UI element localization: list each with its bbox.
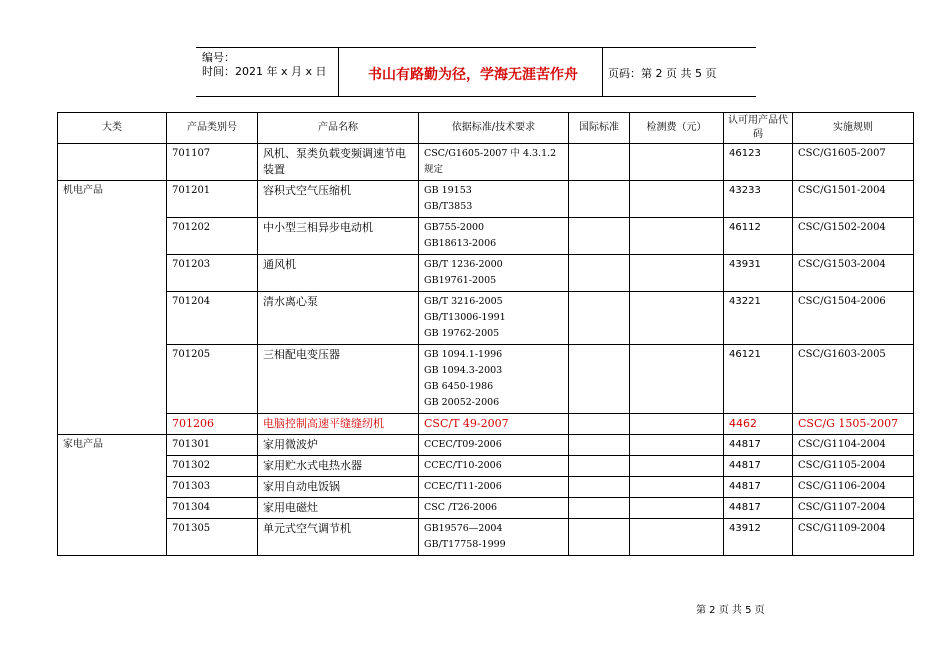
cell-fee	[630, 292, 724, 345]
cell-fee	[630, 519, 724, 556]
product-table	[57, 112, 914, 556]
cell-name: 单元式空气调节机	[258, 519, 419, 556]
cell-pcode: 44817	[724, 435, 793, 456]
cell-fee	[630, 218, 724, 255]
cell-code: 701206	[167, 414, 258, 435]
cell-fee	[630, 345, 724, 414]
cell-rule: CSC/G1105-2004	[793, 456, 914, 477]
cell-pcode: 44817	[724, 498, 793, 519]
header-meta	[202, 51, 327, 79]
table-row	[58, 292, 914, 345]
cell-std: CCEC/T11-2006	[419, 477, 569, 498]
col-header-code: 产品类别号	[167, 113, 258, 144]
table-row	[58, 144, 914, 181]
col-header-intl: 国际标准	[569, 113, 630, 144]
cell-std: GB/T 3216-2005 GB/T13006-1991 GB 19762-2005	[419, 292, 569, 345]
cell-std: CSC/G1605-2007 中 4.3.1.2 规定	[419, 144, 569, 181]
table-row	[58, 218, 914, 255]
header-bottom-rule	[196, 96, 756, 97]
motto: 书山有路勤为径，学海无涯苦作舟	[368, 67, 578, 83]
table-row	[58, 477, 914, 498]
cell-fee	[630, 435, 724, 456]
page-header	[196, 47, 756, 97]
table-row	[58, 498, 914, 519]
table-row	[58, 181, 914, 218]
table-row	[58, 345, 914, 414]
cell-rule: CSC/G1502-2004	[793, 218, 914, 255]
table-row	[58, 435, 914, 456]
cell-category: 机电产品	[58, 181, 167, 435]
cell-name: 三相配电变压器	[258, 345, 419, 414]
col-header-rule: 实施规则	[793, 113, 914, 144]
cell-std: CSC /T26-2006	[419, 498, 569, 519]
cell-fee	[630, 477, 724, 498]
cell-pcode: 43221	[724, 292, 793, 345]
cell-name: 家用贮水式电热水器	[258, 456, 419, 477]
cell-rule: CSC/G1503-2004	[793, 255, 914, 292]
cell-intl	[569, 218, 630, 255]
cell-pcode: 43912	[724, 519, 793, 556]
cell-std: GB19576—2004 GB/T17758-1999	[419, 519, 569, 556]
header-divider	[338, 47, 339, 97]
table-header-row	[58, 113, 914, 144]
cell-pcode: 46121	[724, 345, 793, 414]
cell-fee	[630, 414, 724, 435]
cell-name: 家用微波炉	[258, 435, 419, 456]
cell-intl	[569, 477, 630, 498]
col-header-name: 产品名称	[258, 113, 419, 144]
cell-code: 701203	[167, 255, 258, 292]
cell-intl	[569, 345, 630, 414]
cell-code: 701202	[167, 218, 258, 255]
cell-rule: CSC/G1605-2007	[793, 144, 914, 181]
cell-intl	[569, 414, 630, 435]
cell-pcode: 44817	[724, 477, 793, 498]
cell-fee	[630, 181, 724, 218]
cell-fee	[630, 456, 724, 477]
cell-category: 家电产品	[58, 435, 167, 556]
col-header-standards: 依据标准/技术要求	[419, 113, 569, 144]
cell-code: 701107	[167, 144, 258, 181]
cell-code: 701201	[167, 181, 258, 218]
header-page-number: 页码：第 2 页 共 5 页	[608, 67, 717, 80]
cell-rule: CSC/G1106-2004	[793, 477, 914, 498]
cell-intl	[569, 498, 630, 519]
table-row	[58, 456, 914, 477]
cell-code: 701204	[167, 292, 258, 345]
cell-code: 701302	[167, 456, 258, 477]
cell-name: 通风机	[258, 255, 419, 292]
cell-rule: CSC/G1104-2004	[793, 435, 914, 456]
cell-name: 清水离心泵	[258, 292, 419, 345]
cell-code: 701205	[167, 345, 258, 414]
time-label: 时间：2021 年 x 月 x 日	[202, 65, 327, 78]
cell-std: CCEC/T09-2006	[419, 435, 569, 456]
cell-pcode: 44817	[724, 456, 793, 477]
cell-pcode: 43233	[724, 181, 793, 218]
cell-rule: CSC/G1501-2004	[793, 181, 914, 218]
cell-std: GB 19153 GB/T3853	[419, 181, 569, 218]
cell-std: CSC/T 49-2007	[419, 414, 569, 435]
col-header-category: 大类	[58, 113, 167, 144]
cell-name: 家用电磁灶	[258, 498, 419, 519]
table-row	[58, 519, 914, 556]
table-row	[58, 255, 914, 292]
cell-pcode: 4462	[724, 414, 793, 435]
cell-fee	[630, 144, 724, 181]
cell-pcode: 46123	[724, 144, 793, 181]
cell-std: GB/T 1236-2000 GB19761-2005	[419, 255, 569, 292]
cell-rule: CSC/G1504-2006	[793, 292, 914, 345]
cell-intl	[569, 255, 630, 292]
number-label: 编号：	[202, 51, 235, 64]
cell-intl	[569, 292, 630, 345]
cell-std: GB 1094.1-1996 GB 1094.3-2003 GB 6450-1986 GB 20052-2006	[419, 345, 569, 414]
col-header-product-code: 认可用产品代码	[724, 113, 793, 144]
cell-rule: CSC/G1107-2004	[793, 498, 914, 519]
cell-rule: CSC/G1603-2005	[793, 345, 914, 414]
cell-rule: CSC/G1109-2004	[793, 519, 914, 556]
cell-intl	[569, 519, 630, 556]
cell-code: 701301	[167, 435, 258, 456]
cell-name: 容积式空气压缩机	[258, 181, 419, 218]
col-header-fee: 检测费（元）	[630, 113, 724, 144]
cell-name: 电脑控制高速平缝缝纫机	[258, 414, 419, 435]
table-row	[58, 414, 914, 435]
cell-name: 中小型三相异步电动机	[258, 218, 419, 255]
cell-std: GB755-2000 GB18613-2006	[419, 218, 569, 255]
cell-rule: CSC/G 1505-2007	[793, 414, 914, 435]
cell-code: 701305	[167, 519, 258, 556]
page-footer: 第 2 页 共 5 页	[696, 605, 765, 616]
header-top-rule	[196, 47, 756, 48]
cell-pcode: 43931	[724, 255, 793, 292]
cell-intl	[569, 144, 630, 181]
cell-name: 家用自动电饭锅	[258, 477, 419, 498]
cell-intl	[569, 181, 630, 218]
cell-name: 风机、泵类负载变频调速节电装置	[258, 144, 419, 181]
cell-category	[58, 144, 167, 181]
cell-intl	[569, 435, 630, 456]
cell-code: 701303	[167, 477, 258, 498]
cell-fee	[630, 498, 724, 519]
cell-code: 701304	[167, 498, 258, 519]
cell-fee	[630, 255, 724, 292]
cell-pcode: 46112	[724, 218, 793, 255]
cell-intl	[569, 456, 630, 477]
cell-std: CCEC/T10-2006	[419, 456, 569, 477]
